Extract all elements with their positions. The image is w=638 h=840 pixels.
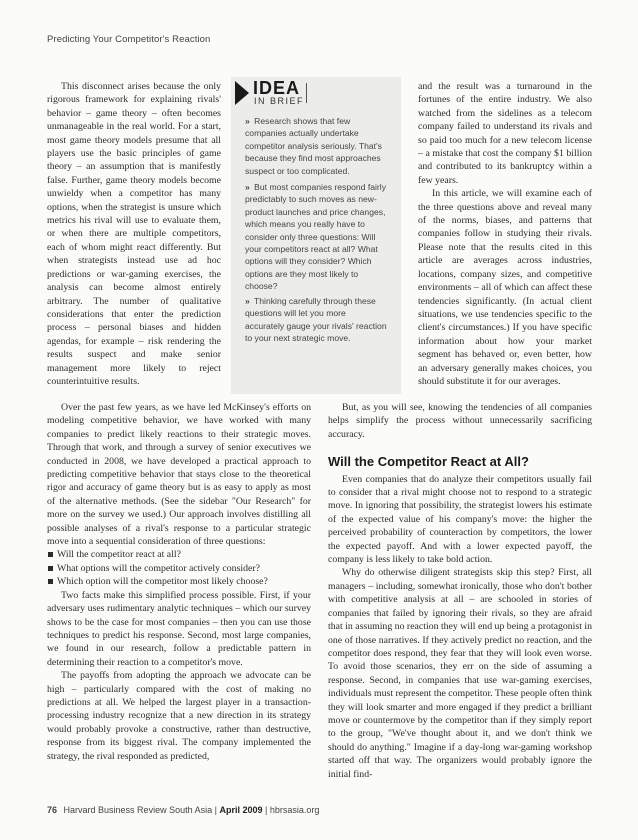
body-column-right-bottom (328, 401, 592, 781)
sidebar-header (231, 77, 401, 105)
question-list (47, 548, 311, 588)
footer-separator: | (265, 805, 268, 815)
chevron-right-icon: » (245, 182, 250, 192)
paragraph: The payoffs from adopting the approach we advocate can be high – particularly compared with the cost of making no predictions at all. We helped the largest player in a transaction-processing industry recognize that a new direction in its strategy would probably provoke a constructive, rather than destructive, response from its biggest rival. The company implemented the strategy, the rival responded as predicted, (47, 670, 311, 762)
divider (306, 83, 307, 103)
issue-date: April 2009 (219, 805, 263, 815)
sidebar-subtitle: IN BRIEF (254, 96, 305, 106)
arrow-icon (235, 81, 249, 105)
running-header: Predicting Your Competitor's Reaction (47, 34, 211, 45)
brief-item: » Research shows that few companies actually undertake competitor analysis seriously. That's because they find most approaches suspect or too complicated. (245, 116, 382, 176)
section-heading: Will the Competitor React at All? (328, 454, 529, 470)
body-column-left-top (47, 80, 221, 388)
paragraph: Even companies that do analyze their competitors usually fail to consider that a rival might choose not to respond to a strategic move. In ignoring that possibility, the strategist lowers his estimate of the expected value of his company's move: the higher the perceived probability of counteraction by competitors, the lower the expected payoff. And with a lower expected payoff, the company is less likely to take bold action. (328, 473, 592, 566)
page-number: 76 (47, 805, 58, 815)
idea-in-brief-sidebar (231, 77, 401, 394)
paragraph: and the result was a turnaround in the fortunes of the entire industry. We also watched from the sidelines as a telecom company failed to understand its rivals and so paid too much for a new telecom license – a mistake that cost the company $1 billion and contributed to its bankruptcy within a few years. (418, 81, 592, 186)
body-column-right-top (418, 80, 592, 388)
brief-item: » But most companies respond fairly predictably to such moves as new-product launches and price changes, which means you really have to consider only three questions: Will your competitors react at all? What options will they consider? Which options are they most likely to choose? (245, 182, 387, 292)
website: hbrsasia.org (269, 805, 320, 815)
chevron-right-icon: » (245, 116, 250, 126)
body-column-left-bottom (47, 401, 311, 763)
chevron-right-icon: » (245, 296, 250, 306)
list-item: Will the competitor react at all? (47, 548, 311, 561)
publication-name: Harvard Business Review South Asia (63, 805, 213, 815)
list-item: Which option will the competitor most likely choose? (47, 575, 311, 588)
paragraph: Why do otherwise diligent strategists skip this step? First, all managers – including, somewhat ironically, those who don't bother with competitive analysis at all – are schooled in stories of companies that failed by ignoring their rivals, so they are afraid that in assuming no reaction they will end up being a protagonist in one of those narratives. If they actively predict no reaction, and the competitor does respond, they fear that they will look even worse. To avoid those scenarios, they err on the side of assuming a response. Second, in companies that use war-gaming exercises, individuals must represent the competitor. These people often think they will look smarter and more engaged if they predict a brilliant move or countermove by the competitor than if they simply report to the group, "We've thought about it, and we don't think we should do anything." Imagine if a day-long war-gaming workshop started off that way. The organizers would probably ignore the initial find- (328, 567, 593, 780)
paragraph: Two facts make this simplified process possible. First, if your adversary uses rudimentary analytic techniques – which our survey shows to be the case for most companies – then you can use those techniques to predict his response. Second, most large companies, we found in our research, follow a predictable pattern in determining their reaction to a competitor's move. (47, 589, 311, 668)
paragraph: This disconnect arises because the only rigorous framework for explaining rivals' behavior – game theory – often becomes unmanageable in the real world. For a start, most game theory models presume that all players use the basic principles of game theory – an assumption that is manifestly false. Further, game theory models become unwieldy when a competitor has many options, when the strategist is unsure which metrics his rival will use to evaluate them, or when there are multiple competitors, each of whom might react differently. But when strategists instead use ad hoc predictions or war-gaming exercises, the analysis can become almost entirely arbitrary. The number of qualitative considerations that enter the prediction process – personal biases and hidden agendas, for example – risk rendering the results suspect and make senior management more likely to reject counterintuitive results. (47, 81, 221, 387)
list-item: What options will the competitor actively consider? (47, 562, 311, 575)
paragraph: But, as you will see, knowing the tendencies of all companies helps simplify the process without unnecessarily sacrificing accuracy. (328, 402, 592, 440)
page-footer (47, 805, 319, 815)
paragraph: In this article, we will examine each of the three questions above and reveal many of the norms, biases, and patterns that companies follow in studying their rivals. Please note that the results cited in this article are averages across industries, locations, company sizes, and competitive environments – all of which can affect these tendencies significantly. (In actual client situations, we use tendencies specific to the client's circumstances.) If you have specific information about how your market segment has behaved or, even better, how an adversary generally makes choices, you should substitute it for our averages. (418, 188, 592, 387)
footer-separator: | (214, 805, 217, 815)
sidebar-title: IDEA (253, 78, 301, 98)
brief-item: » Thinking carefully through these questions will let you more accurately gauge your rivals' reaction to your next strategic move. (245, 296, 387, 344)
paragraph: Over the past few years, as we have led McKinsey's efforts on modeling competitive behavior, we have worked with many companies to predict likely reactions to their strategic moves. Through that work, and through a survey of senior executives we conducted in 2008, we have developed a practical approach to predicting competitive behavior that stays close to the theoretical rigor and accuracy of game theory but is as easy to apply as most of the alternative methods. (See the sidebar "Our Research" for more on the survey we used.) Our approach involves distilling all possible analyses of a rival's response to a particular strategic move into a sequential consideration of three questions: (47, 402, 311, 548)
